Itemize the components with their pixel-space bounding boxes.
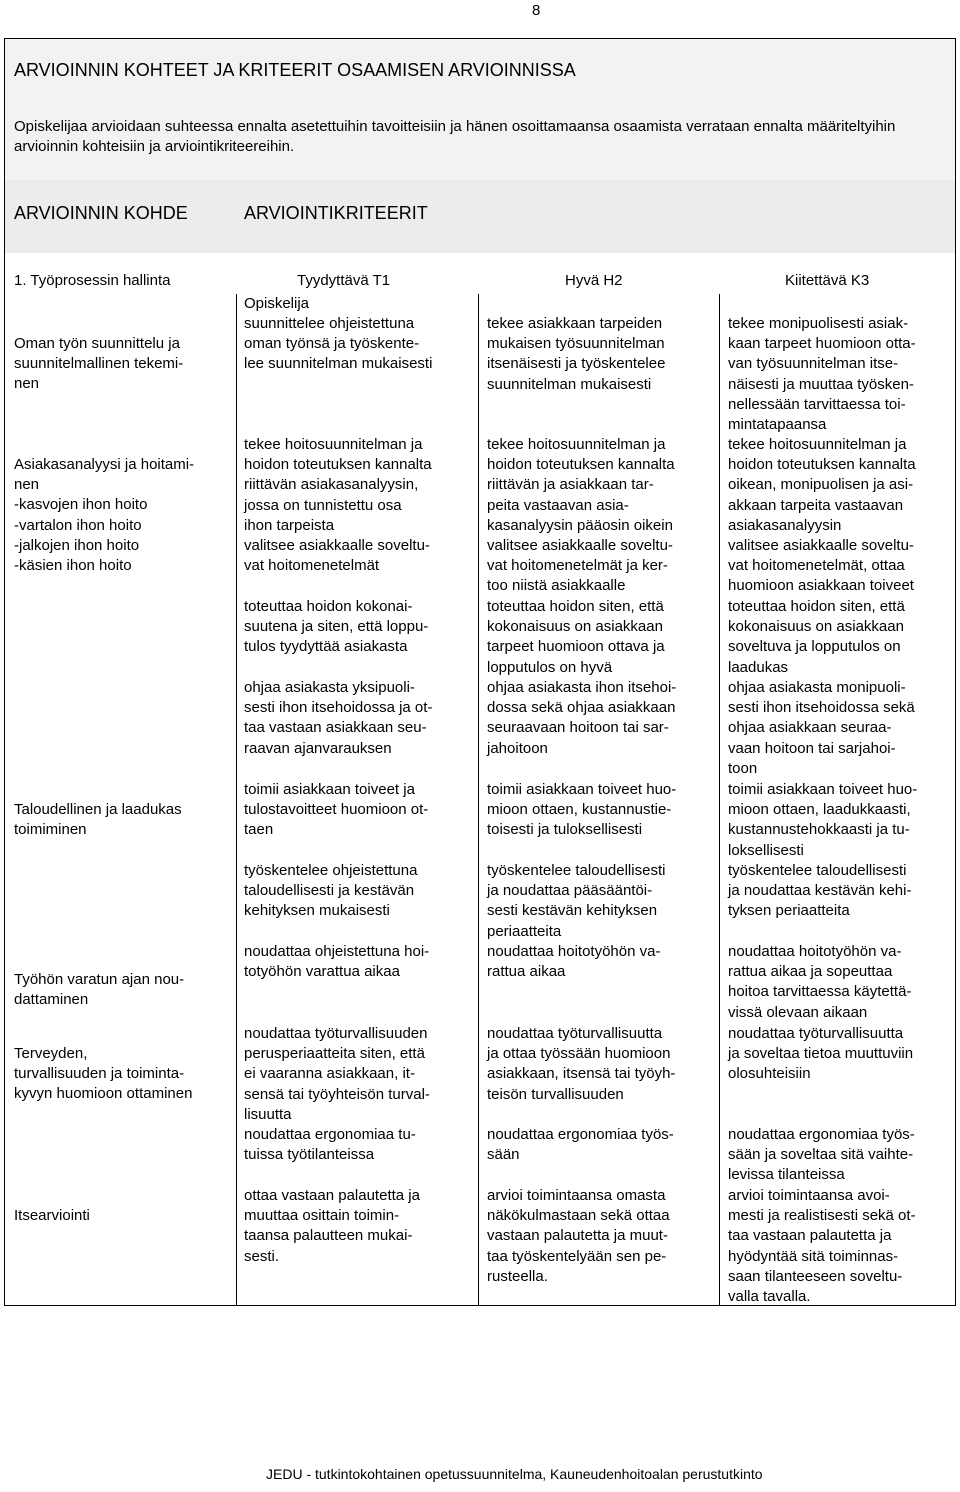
criteria-t1: noudattaa ohjeistettuna hoi- totyöhön varattua aikaa	[244, 943, 430, 981]
criteria-k3: arvioi toimintaansa avoi- mesti ja realistisesti sekä ot- taa vastaan palautetta ja hyödyntää sitä toiminnas- saan tilanteeseen soveltu- valla tavalla.	[728, 1187, 916, 1306]
table-right-border	[955, 38, 956, 1305]
criteria-h2: ohjaa asiakasta ihon itsehoi- dossa sekä ohjaa asiakkaan seuraavaan hoitoon tai sar- jahoitoon	[487, 679, 677, 757]
criteria-h2: tekee hoitosuunnitelman ja hoidon toteutuksen kannalta riittävän ja asiakkaan tar- peita vastaavan asia- kasanalyysin pääosin oikein	[487, 436, 675, 534]
criteria-t1: toteuttaa hoidon kokonai- suutena ja siten, että loppu- tulos tyydyttää asiakasta	[244, 598, 429, 656]
criteria-h2: toimii asiakkaan toiveet huo- mioon ottaen, kustannustie- toisesti ja tuloksellisesti	[487, 781, 677, 839]
criteria-t1: valitsee asiakkaalle soveltu- vat hoitomenetelmät	[244, 537, 430, 575]
column-header-topic: 1. Työprosessin hallinta	[14, 272, 171, 289]
criteria-h2: noudattaa työturvallisuutta ja ottaa työssään huomioon asiakkaan, itsensä tai työyh- teisön turvallisuuden	[487, 1025, 676, 1103]
criteria-h2: tekee asiakkaan tarpeiden mukaisen työsuunnitelman itsenäisesti ja työskentelee suunnitelman mukaisesti	[487, 315, 666, 393]
criteria-topic: Oman työn suunnittelu ja suunnitelmallinen tekemi- nen	[14, 335, 184, 393]
criteria-k3: valitsee asiakkaalle soveltu- vat hoitomenetelmät, ottaa huomioon asiakkaan toiveet	[728, 537, 914, 595]
criteria-k3: toteuttaa hoidon siten, että kokonaisuus on asiakkaan soveltuva ja lopputulos on laadukas	[728, 598, 905, 676]
column-divider	[236, 294, 237, 1305]
criteria-h2: arvioi toimintaansa omasta näkökulmastaan sekä ottaa vastaan palautetta ja muut- taa työskentelyään sen pe- rusteella.	[487, 1187, 670, 1285]
opiskelija-label: Opiskelija	[244, 295, 310, 312]
criteria-h2: valitsee asiakkaalle soveltu- vat hoitomenetelmät ja ker- too niistä asiakkaalle	[487, 537, 673, 595]
table-left-border	[4, 38, 5, 1305]
criteria-h2: noudattaa ergonomiaa työs- sään	[487, 1126, 674, 1164]
criteria-k3: työskentelee taloudellisesti ja noudattaa kestävän kehi- tyksen periaatteita	[728, 862, 912, 920]
criteria-t1: työskentelee ohjeistettuna taloudellisesti ja kestävän kehityksen mukaisesti	[244, 862, 418, 920]
criteria-t1: ohjaa asiakasta yksipuoli- sesti ihon itsehoidossa ja ot- taa vastaan asiakkaan seu- raavan ajanvarauksen	[244, 679, 433, 757]
criteria-topic: Terveyden, turvallisuuden ja toiminta- kyvyn huomioon ottaminen	[14, 1045, 193, 1103]
criteria-t1: suunnittelee ohjeistettuna oman työnsä ja työskente- lee suunnitelman mukaisesti	[244, 315, 433, 373]
column-divider	[719, 294, 720, 1305]
criteria-t1: noudattaa ergonomiaa tu- tuissa työtilanteissa	[244, 1126, 416, 1164]
header-kriteerit: ARVIOINTIKRITEERIT	[244, 203, 428, 223]
criteria-k3: noudattaa ergonomiaa työs- sään ja soveltaa sitä vaihte- levissa tilanteissa	[728, 1126, 915, 1184]
header-kohde: ARVIOINNIN KOHDE	[14, 203, 188, 223]
criteria-t1: toimii asiakkaan toiveet ja tulostavoitteet huomioon ot- taen	[244, 781, 429, 839]
criteria-h2: noudattaa hoitotyöhön va- rattua aikaa	[487, 943, 661, 981]
criteria-k3: noudattaa työturvallisuutta ja soveltaa tietoa muuttuviin olosuhteisiin	[728, 1025, 914, 1083]
criteria-topic: Itsearviointi	[14, 1207, 90, 1224]
criteria-t1: ottaa vastaan palautetta ja muuttaa osittain toimin- taansa palautteen mukai- sesti.	[244, 1187, 420, 1265]
criteria-topic: Taloudellinen ja laadukas toimiminen	[14, 801, 182, 839]
page-title: ARVIOINNIN KOHTEET JA KRITEERIT OSAAMISEN ARVIOINNISSA	[14, 60, 576, 80]
criteria-k3: tekee hoitosuunnitelman ja hoidon toteutuksen kannalta oikean, monipuolisen ja asi- akkaan tarpeita vastaavan asiakasanalyysin	[728, 436, 916, 534]
criteria-k3: tekee monipuolisesti asiak- kaan tarpeet huomioon otta- van työsuunnitelman itse- näisesti ja muuttaa työsken- nellessään tarvittaessa toi- mintatapaansa	[728, 315, 916, 434]
criteria-k3: ohjaa asiakasta monipuoli- sesti ihon itsehoidossa sekä ohjaa asiakkaan seuraa- vaan hoitoon tai sarjahoi- toon	[728, 679, 915, 777]
page-footer: JEDU - tutkintokohtainen opetussuunnitelma, Kauneudenhoitoalan perustutkinto	[266, 1466, 763, 1482]
criteria-topic: Työhön varatun ajan nou- dattaminen	[14, 971, 185, 1009]
intro-text: Opiskelijaa arvioidaan suhteessa ennalta asetettuihin tavoitteisiin ja hänen osoittamaansa osaamista verrataan ennalta määriteltyihin arvioinnin kohteisiin ja arviointikriteereihin.	[14, 118, 896, 155]
criteria-t1: noudattaa työturvallisuuden perusperiaatteita siten, että ei vaaranna asiakkaan, it- sensä tai työyhteisön turval- lisuutta	[244, 1025, 430, 1123]
table-top-border	[4, 38, 956, 39]
criteria-h2: toteuttaa hoidon siten, että kokonaisuus on asiakkaan tarpeet huomioon ottava ja lopputulos on hyvä	[487, 598, 665, 676]
column-header-t1: Tyydyttävä T1	[297, 272, 391, 289]
column-header-k3: Kiitettävä K3	[785, 272, 870, 289]
column-divider	[478, 294, 479, 1305]
criteria-k3: noudattaa hoitotyöhön va- rattua aikaa ja sopeuttaa hoitoa tarvittaessa käytettä- vissä olevaan aikaan	[728, 943, 912, 1021]
criteria-topic: Asiakasanalyysi ja hoitami- nen -kasvojen ihon hoito -vartalon ihon hoito -jalkojen ihon hoito -käsien ihon hoito	[14, 456, 195, 575]
criteria-h2: työskentelee taloudellisesti ja noudattaa pääsääntöi- sesti kestävän kehityksen periaatteita	[487, 862, 666, 940]
column-header-h2: Hyvä H2	[565, 272, 623, 289]
criteria-k3: toimii asiakkaan toiveet huo- mioon ottaen, laadukkaasti, kustannustehokkaasti ja tu- loksellisesti	[728, 781, 918, 859]
criteria-t1: tekee hoitosuunnitelman ja hoidon toteutuksen kannalta riittävän asiakasanalyysin, jossa on tunnistettu osa ihon tarpeista	[244, 436, 432, 534]
page-number: 8	[532, 2, 541, 19]
